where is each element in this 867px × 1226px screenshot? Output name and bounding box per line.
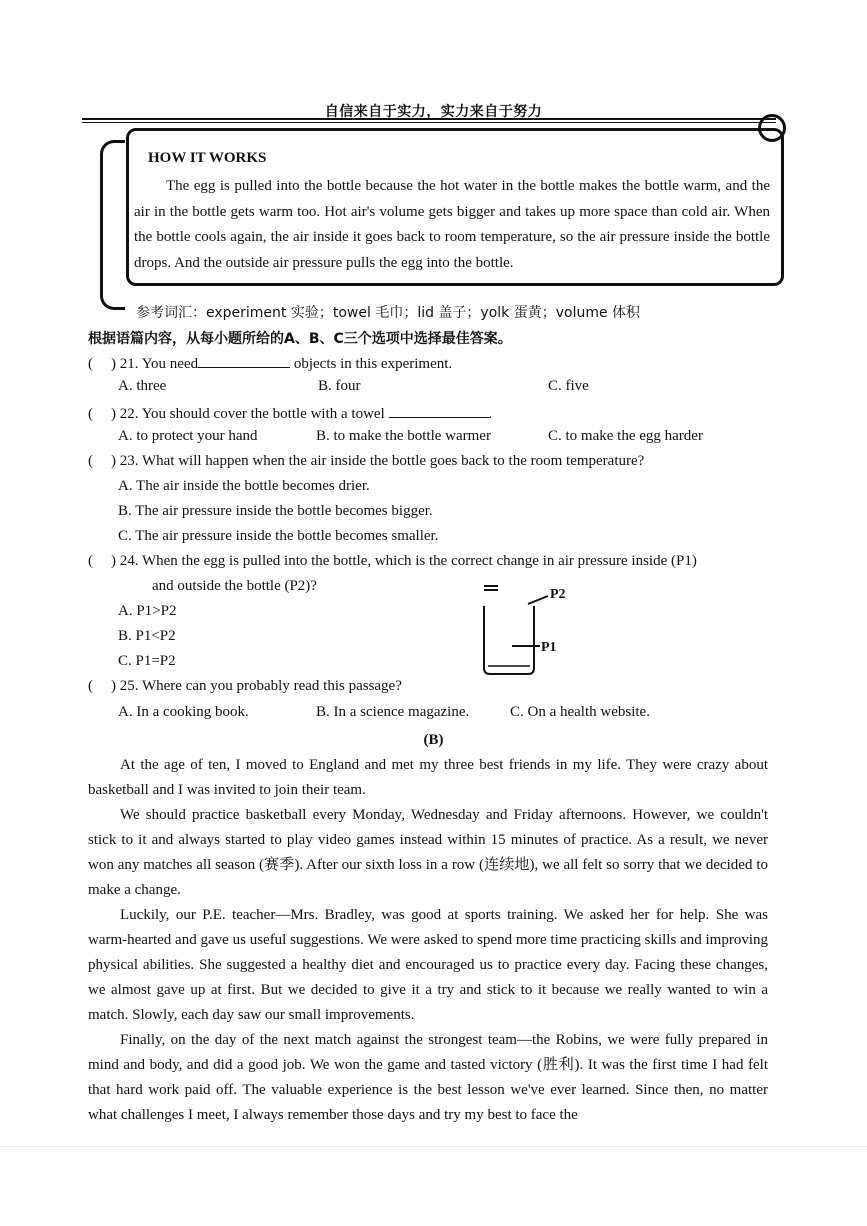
page-bottom-edge bbox=[0, 1146, 867, 1147]
option-22c: C. to make the egg harder bbox=[548, 428, 703, 444]
scroll-curl-right bbox=[758, 114, 786, 142]
question-23: ( ) 23. What will happen when the air inside the bottle goes back to the room temperature? bbox=[88, 453, 645, 469]
bottle-diagram bbox=[470, 578, 580, 678]
option-24b: B. P1<P2 bbox=[118, 628, 176, 644]
answer-blank bbox=[198, 353, 290, 368]
option-23b: B. The air pressure inside the bottle becomes bigger. bbox=[118, 503, 433, 519]
passage-b-paragraph-2: We should practice basketball every Monday, Wednesday and Friday afternoons. However, we couldn't stick to it and always started to play video games instead within 15 minutes of practice. As a result, we never won any matches all season (赛季). After our sixth loss in a row (连续地), we all felt so sorry that we decided to make a change. bbox=[88, 807, 768, 898]
p2-pointer bbox=[528, 596, 548, 604]
question-25: ( ) 25. Where can you probably read this passage? bbox=[88, 678, 402, 694]
instructions: 根据语篇内容，从每小题所给的A、B、C三个选项中选择最佳答案。 bbox=[88, 331, 512, 347]
option-21a: A. three bbox=[118, 378, 167, 394]
question-24-cont: and outside the bottle (P2)? bbox=[152, 578, 317, 594]
option-25c: C. On a health website. bbox=[510, 704, 650, 720]
question-22: ( ) 22. You should cover the bottle with a towel . bbox=[88, 403, 492, 423]
question-24: ( ) 24. When the egg is pulled into the bottle, which is the correct change in air pressure inside (P1) bbox=[88, 553, 697, 569]
p2-label: P2 bbox=[550, 587, 566, 602]
option-23a: A. The air inside the bottle becomes drier. bbox=[118, 478, 370, 494]
option-25b: B. In a science magazine. bbox=[316, 704, 470, 720]
scroll-curl-left bbox=[100, 140, 125, 310]
option-25a: A. In a cooking book. bbox=[118, 704, 249, 720]
option-24a: A. P1>P2 bbox=[118, 603, 177, 619]
option-22b: B. to make the bottle warmer bbox=[316, 428, 491, 444]
option-21b: B. four bbox=[318, 378, 361, 394]
option-23c: C. The air pressure inside the bottle becomes smaller. bbox=[118, 528, 439, 544]
option-24c: C. P1=P2 bbox=[118, 653, 176, 669]
header-rule-thin bbox=[82, 122, 776, 123]
vocab-line: 参考词汇：experiment 实验；towel 毛巾；lid 盖子；yolk 蛋黄；volume 体积 bbox=[136, 305, 641, 321]
bottle-mouth bbox=[484, 586, 498, 590]
option-21c: C. five bbox=[548, 378, 589, 394]
header-rule-thick bbox=[82, 118, 776, 120]
bottle-body bbox=[484, 606, 534, 674]
p1-label: P1 bbox=[541, 640, 557, 655]
box-title: HOW IT WORKS bbox=[148, 150, 267, 166]
passage-b-paragraph-4: Finally, on the day of the next match against the strongest team—the Robins, we were fully prepared in mind and body, and did a good job. We won the game and tasted victory (胜利). It was the first time I had felt that hard work paid off. The valuable experience is the best lesson we've ever learned. Since then, no matter what challenges I meet, I always remember those days and try my best to face the bbox=[88, 1032, 768, 1123]
option-22a: A. to protect your hand bbox=[118, 428, 258, 444]
question-21: ( ) 21. You need objects in this experiment. bbox=[88, 353, 452, 373]
header-motto: 自信来自于实力，实力来自于努力 bbox=[324, 104, 543, 120]
answer-blank bbox=[389, 403, 489, 418]
passage-b-paragraph-3: Luckily, our P.E. teacher—Mrs. Bradley, was good at sports training. We asked her for help. She was warm-hearted and gave us useful suggestions. We were asked to spend more time practicing skills and improving physical abilities. She suggested a healthy diet and encouraged us to practice every day. Facing these changes, we almost gave up at first. But we decided to give it a try and stick to it because we really wanted to win a match. Slowly, each day saw our small improvements. bbox=[88, 907, 768, 1023]
box-text: The egg is pulled into the bottle because the hot water in the bottle makes the bottle warm, and the air in the bottle gets warm too. Hot air's volume gets bigger and takes up more space than cold air. When the bottle cools again, the air inside it goes back to room temperature, so the air pressure inside the bottle drops. And the outside air pressure pulls the egg into the bottle. bbox=[134, 178, 770, 271]
part-b-label: (B) bbox=[423, 732, 444, 748]
passage-b-paragraph-1: At the age of ten, I moved to England and met my three best friends in my life. They were crazy about basketball and I was invited to join their team. bbox=[88, 757, 768, 798]
